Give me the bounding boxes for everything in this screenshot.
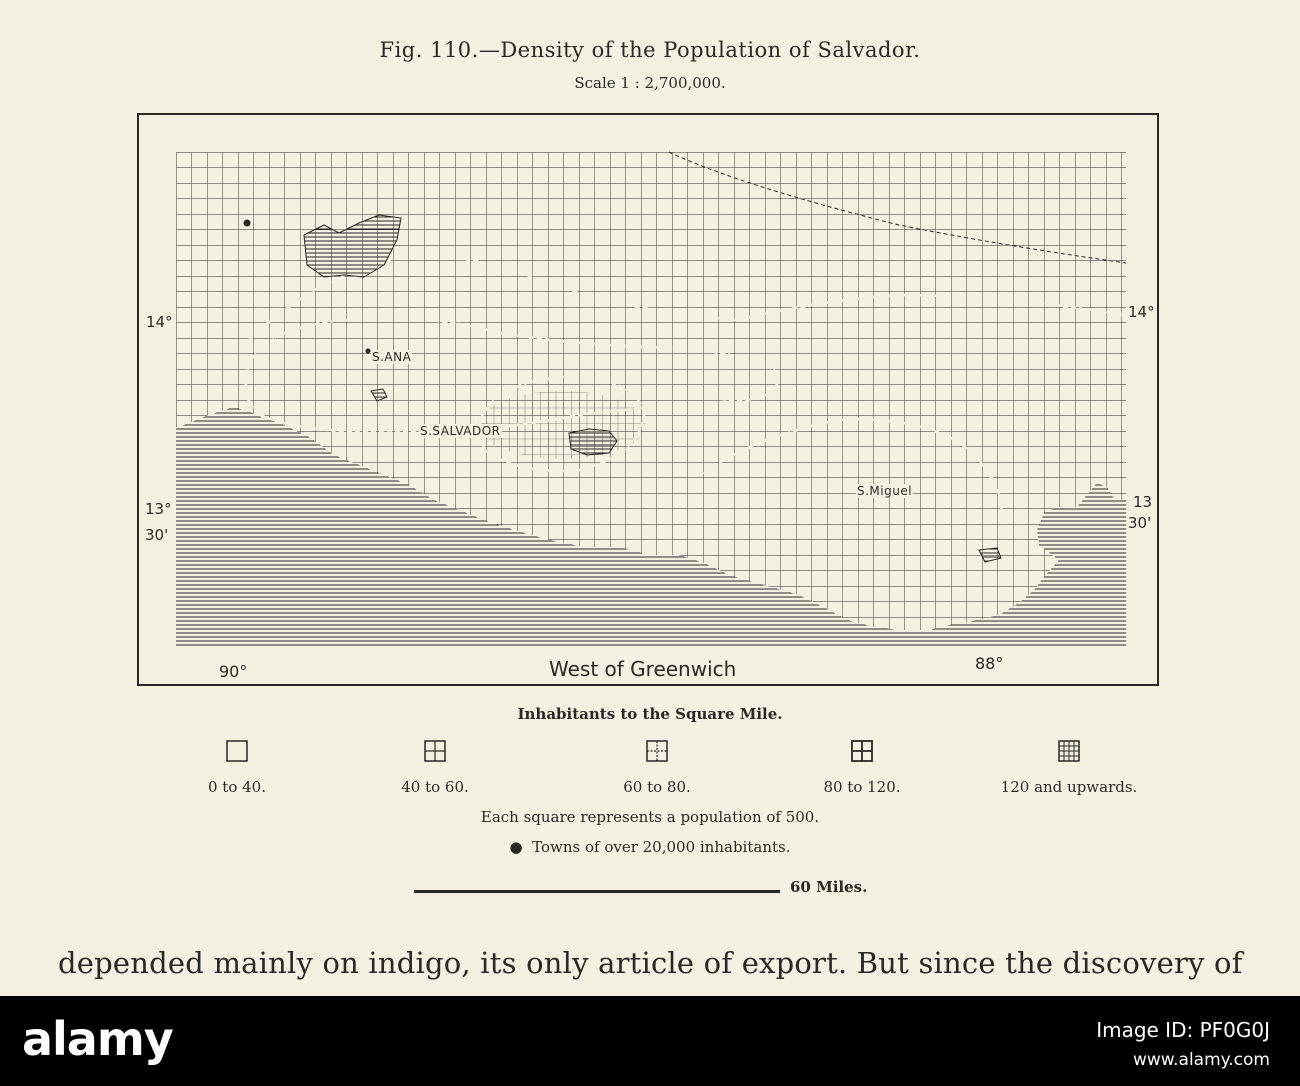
lake-ilopango (569, 429, 617, 455)
legend-item-120-up (984, 740, 1154, 796)
place-label-san-miguel: S.Miguel (857, 484, 913, 498)
lat-label-14-left: 14° (146, 313, 173, 331)
grid-square-icon (1058, 740, 1080, 762)
watermark-url: www.alamy.com (1132, 1050, 1270, 1070)
legend-title: Inhabitants to the Square Mile. (517, 705, 783, 723)
lat-label-30-right: 30' (1128, 514, 1152, 532)
dense-zone-center (478, 391, 646, 459)
population-density-map (139, 115, 1157, 684)
legend-item-80-120 (777, 740, 947, 796)
legend-item-60-80 (572, 740, 742, 796)
empty-square-icon (226, 740, 248, 762)
body-text-line: depended mainly on indigo, its only article of export. But since the discovery of (58, 946, 1243, 980)
town-marker (366, 349, 371, 354)
place-label-san-salvador: S.SALVADOR (420, 424, 501, 438)
place-label-santa-ana: S.ANA (372, 350, 412, 364)
legend-note-towns (0, 838, 1300, 856)
lat-label-14-right: 14° (1128, 303, 1155, 321)
lon-label-88: 88° (975, 654, 1004, 673)
lat-label-13-left: 13° (145, 500, 172, 518)
legend-note-towns-text: Towns of over 20,000 inhabitants. (532, 838, 791, 856)
town-bullet-icon: ● (509, 838, 533, 856)
watermark-logo: alamy (22, 1012, 173, 1066)
lat-label-13-right: 13 (1133, 493, 1153, 511)
legend-label: 80 to 120. (823, 778, 901, 796)
thick-quartered-square-icon (851, 740, 873, 762)
figure-scale: Scale 1 : 2,700,000. (574, 74, 726, 92)
legend-label: 60 to 80. (623, 778, 691, 796)
scale-bar (414, 890, 780, 893)
legend-item-40-60 (350, 740, 520, 796)
town-marker (244, 220, 251, 227)
watermark-image-id: Image ID: PF0G0J (1096, 1018, 1270, 1042)
meridian-caption: West of Greenwich (549, 657, 737, 681)
quartered-square-icon (424, 740, 446, 762)
legend-label: 120 and upwards. (1000, 778, 1138, 796)
lon-label-90: 90° (219, 662, 248, 681)
legend-label: 40 to 60. (401, 778, 469, 796)
dotted-cross-square-icon (646, 740, 668, 762)
legend-item-0-40 (152, 740, 322, 796)
figure-title: Fig. 110.—Density of the Population of Salvador. (379, 38, 921, 62)
legend-note-square: Each square represents a population of 500. (480, 808, 820, 826)
scale-bar-label: 60 Miles. (790, 878, 868, 896)
legend-label: 0 to 40. (208, 778, 266, 796)
lat-label-30-left: 30' (145, 526, 169, 544)
